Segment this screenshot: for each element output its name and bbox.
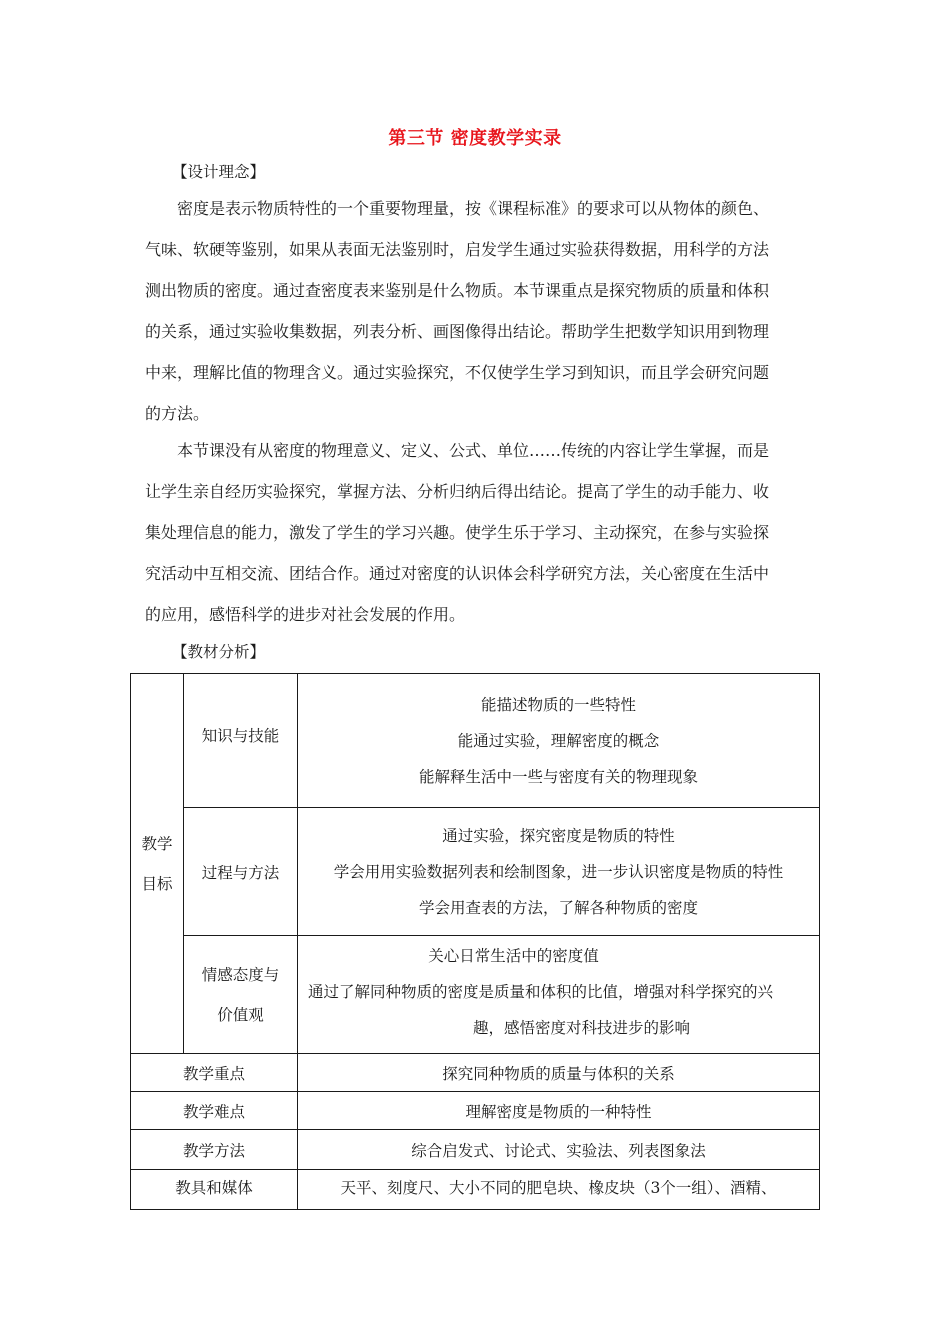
label-line: 价值观 [217,1005,264,1024]
design-paragraph-1 [145,188,809,434]
content-line: 学会用查表的方法，了解各种物质的密度 [418,898,698,917]
content-line: 关心日常生活中的密度值 [428,947,599,965]
content-line: 通过了解同种物质的密度是质量和体积的比值，增强对科学探究的兴 [308,983,774,1001]
design-concept-heading: 【设计理念】 [172,163,266,181]
content-line: 能解释生活中一些与密度有关的物理现象 [418,767,698,786]
difficulty-value: 理解密度是物质的一种特性 [298,1092,820,1130]
key-point-label: 教学重点 [131,1054,298,1092]
difficulty-label: 教学难点 [131,1092,298,1130]
knowledge-skill-label: 知识与技能 [184,674,298,808]
paragraph-line: 集处理信息的能力，激发了学生的学习兴趣。使学生乐于学习、主动探究，在参与实验探 [145,523,770,542]
label-line: 情感态度与 [201,965,280,984]
teaching-goal-label [131,674,184,1054]
paragraph-line: 究活动中互相交流、团结合作。通过对密度的认识体会科学研究方法，关心密度在生活中 [145,564,770,583]
attitude-values-label [184,936,298,1054]
page-title: 第三节 密度教学实录 [388,128,562,149]
paragraph-line: 本节课没有从密度的物理意义、定义、公式、单位……传统的内容让学生掌握，而是 [177,441,770,460]
tools-value: 天平、刻度尺、大小不同的肥皂块、橡皮块（3个一组）、酒精、 [298,1170,820,1210]
attitude-values-content [298,936,820,1054]
content-line: 通过实验，探究密度是物质的特性 [442,826,675,845]
paragraph-line: 密度是表示物质特性的一个重要物理量，按《课程标准》的要求可以从物体的颜色、 [177,199,770,218]
material-analysis-table [130,673,820,1210]
material-analysis-heading: 【教材分析】 [172,643,266,661]
paragraph-line: 让学生亲自经历实验探究，掌握方法、分析归纳后得出结论。提高了学生的动手能力、收 [145,482,770,501]
paragraph-line: 气味、软硬等鉴别，如果从表面无法鉴别时，启发学生通过实验获得数据，用科学的方法 [145,240,770,259]
goal-label-line: 目标 [141,874,173,893]
paragraph-line: 测出物质的密度。通过查密度表来鉴别是什么物质。本节课重点是探究物质的质量和体积 [145,281,770,300]
table-row [131,1054,820,1092]
paragraph-line: 的应用，感悟科学的进步对社会发展的作用。 [145,605,466,624]
paragraph-line: 的方法。 [145,404,210,423]
table-row [131,1170,820,1210]
table-row [131,1092,820,1130]
table-row [131,1130,820,1170]
content-line: 能通过实验，理解密度的概念 [457,731,660,750]
knowledge-skill-content [298,674,820,808]
method-label: 教学方法 [131,1130,298,1170]
table-row [131,808,820,936]
content-line: 能描述物质的一些特性 [480,695,636,714]
paragraph-line: 中来，理解比值的物理含义。通过实验探究，不仅使学生学习到知识，而且学会研究问题 [145,363,770,382]
table-row [131,674,820,808]
table-row [131,936,820,1054]
key-point-value: 探究同种物质的质量与体积的关系 [298,1054,820,1092]
process-method-content [298,808,820,936]
content-line: 趣，感悟密度对科技进步的影响 [473,1019,691,1037]
design-paragraph-2 [145,430,809,635]
method-value: 综合启发式、讨论式、实验法、列表图象法 [298,1130,820,1170]
goal-label-line: 教学 [141,834,173,853]
tools-label: 教具和媒体 [131,1170,298,1210]
content-line: 学会用用实验数据列表和绘制图象，进一步认识密度是物质的特性 [333,862,784,881]
process-method-label: 过程与方法 [184,808,298,936]
paragraph-line: 的关系，通过实验收集数据，列表分析、画图像得出结论。帮助学生把数学知识用到物理 [145,322,770,341]
